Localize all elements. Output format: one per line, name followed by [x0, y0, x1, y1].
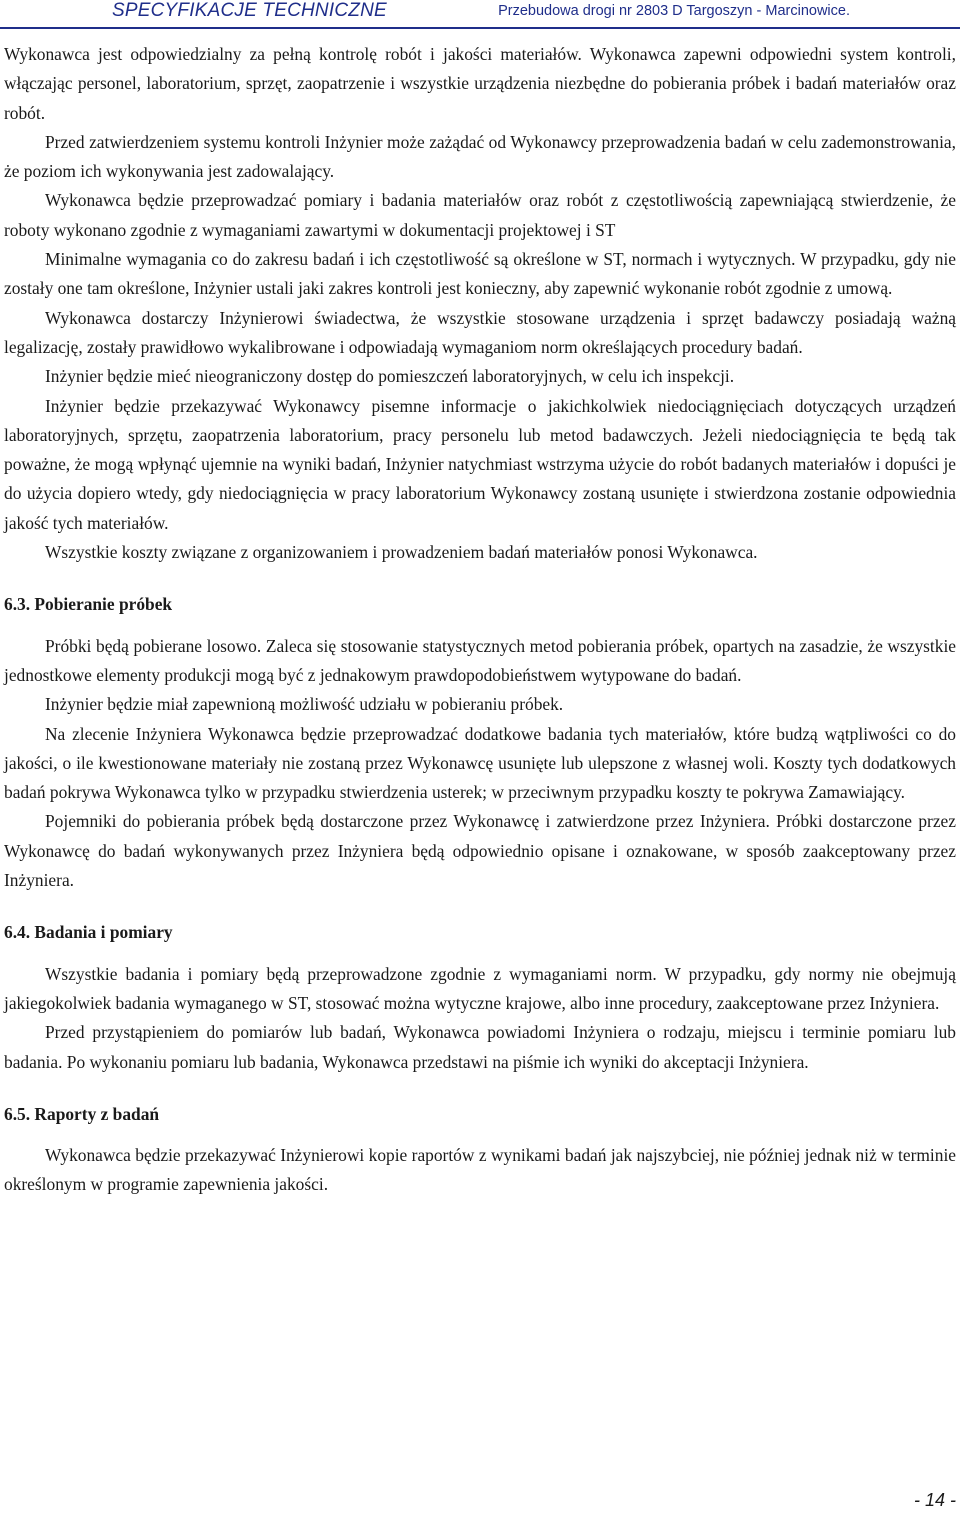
project-title: Przebudowa drogi nr 2803 D Targoszyn - Marcinowice.	[498, 3, 850, 19]
paragraph: Przed zatwierdzeniem systemu kontroli Inżynier może zażądać od Wykonawcy przeprowadzenia badań w celu zademonstrowania, że poziom ich wykonywania jest zadowalający.	[4, 131, 956, 182]
paragraph: Na zlecenie Inżyniera Wykonawca będzie przeprowadzać dodatkowe badania tych materiałów, które budzą wątpliwości co do jakości, o ile kwestionowane materiały nie zostaną przez Wykonawcę usunięte lub ulepszone z własnej woli. Koszty tych dodatkowych badań pokrywa Wykonawca tylko w przypadku stwierdzenia usterek; w przeciwnym przypadku koszty te pokrywa Zamawiający.	[4, 723, 956, 803]
document-type-title: SPECYFIKACJE TECHNICZNE	[112, 0, 387, 21]
paragraph: Inżynier będzie miał zapewnioną możliwość udziału w pobieraniu próbek.	[45, 694, 564, 715]
paragraph: Wszystkie koszty związane z organizowaniem i prowadzeniem badań materiałów ponosi Wykonawca.	[45, 542, 758, 563]
section-heading-6-3: 6.3. Pobieranie próbek	[4, 594, 173, 615]
page-header	[0, 0, 960, 30]
paragraph: Wykonawca jest odpowiedzialny za pełną kontrolę robót i jakości materiałów. Wykonawca zapewni odpowiedni system kontroli, włączając personel, laboratorium, sprzęt, zaopatrzenie i wszystkie urządzenia niezbędne do pobierania próbek i badań materiałów oraz robót.	[4, 44, 956, 123]
document-body	[4, 40, 956, 1200]
paragraph: Wykonawca dostarczy Inżynierowi świadectwa, że wszystkie stosowane urządzenia i sprzęt badawczy posiadają ważną legalizację, zostały prawidłowo wykalibrowane i odpowiadają wymaganiom norm określających procedury badań.	[4, 307, 956, 357]
paragraph: Wykonawca będzie przekazywać Inżynierowi kopie raportów z wynikami badań jak najszybciej, nie później jednak niż w terminie określonym w programie zapewnienia jakości.	[4, 1145, 956, 1195]
paragraph: Inżynier będzie przekazywać Wykonawcy pisemne informacje o jakichkolwiek niedociągnięciach dotyczących urządzeń laboratoryjnych, sprzętu, zaopatrzenia laboratorium, pracy personelu lub metod badawczych. Jeżeli niedociągnięcia te będą tak poważne, że mogą wpłynąć ujemnie na wyniki badań, Inżynier natychmiast wstrzyma użycie do robót badanych materiałów i dopuści je do użycia dopiero wtedy, gdy niedociągnięcia w pracy laboratorium Wykonawcy zostaną usunięte i stwierdzona zostanie odpowiednia jakość tych materiałów.	[4, 395, 956, 533]
paragraph: Wszystkie badania i pomiary będą przeprowadzone zgodnie z wymaganiami norm. W przypadku, gdy normy nie obejmują jakiegokolwiek badania wymaganego w ST, stosować można wytyczne krajowe, albo inne procedury, zaakceptowane przez Inżyniera.	[4, 963, 956, 1013]
paragraph: Wykonawca będzie przeprowadzać pomiary i badania materiałów oraz robót z częstotliwością zapewniającą stwierdzenie, że roboty wykonano zgodnie z wymaganiami zawartymi w dokumentacji projektowej i ST	[4, 190, 956, 240]
paragraph: Minimalne wymagania co do zakresu badań i ich częstotliwość są określone w ST, normach i wytycznych. W przypadku, gdy nie zostały one tam określone, Inżynier ustali jaki zakres kontroli jest konieczny, aby zapewnić wykonanie robót zgodnie z umową.	[4, 249, 956, 299]
section-heading-6-5: 6.5. Raporty z badań	[4, 1103, 160, 1124]
paragraph: Inżynier będzie mieć nieograniczony dostęp do pomieszczeń laboratoryjnych, w celu ich inspekcji.	[45, 366, 735, 387]
paragraph: Próbki będą pobierane losowo. Zaleca się stosowanie statystycznych metod pobierania próbek, opartych na zasadzie, że wszystkie jednostkowe elementy produkcji mogą być z jednakowym prawdopodobieństwem wytypowane do badań.	[4, 635, 956, 685]
paragraph: Pojemniki do pobierania próbek będą dostarczone przez Wykonawcę i zatwierdzone przez Inżyniera. Próbki dostarczone przez Wykonawcę do badań wykonywanych przez Inżyniera będą odpowiednio opisane i oznakowane, w sposób zaakceptowany przez Inżyniera.	[4, 811, 956, 891]
section-heading-6-4: 6.4. Badania i pomiary	[4, 922, 173, 943]
header-divider	[0, 27, 960, 29]
paragraph: Przed przystąpieniem do pomiarów lub badań, Wykonawca powiadomi Inżyniera o rodzaju, miejscu i terminie pomiaru lub badania. Po wykonaniu pomiaru lub badania, Wykonawca przedstawi na piśmie ich wyniki do akceptacji Inżyniera.	[4, 1022, 956, 1072]
page-number: - 14 -	[913, 1490, 956, 1510]
